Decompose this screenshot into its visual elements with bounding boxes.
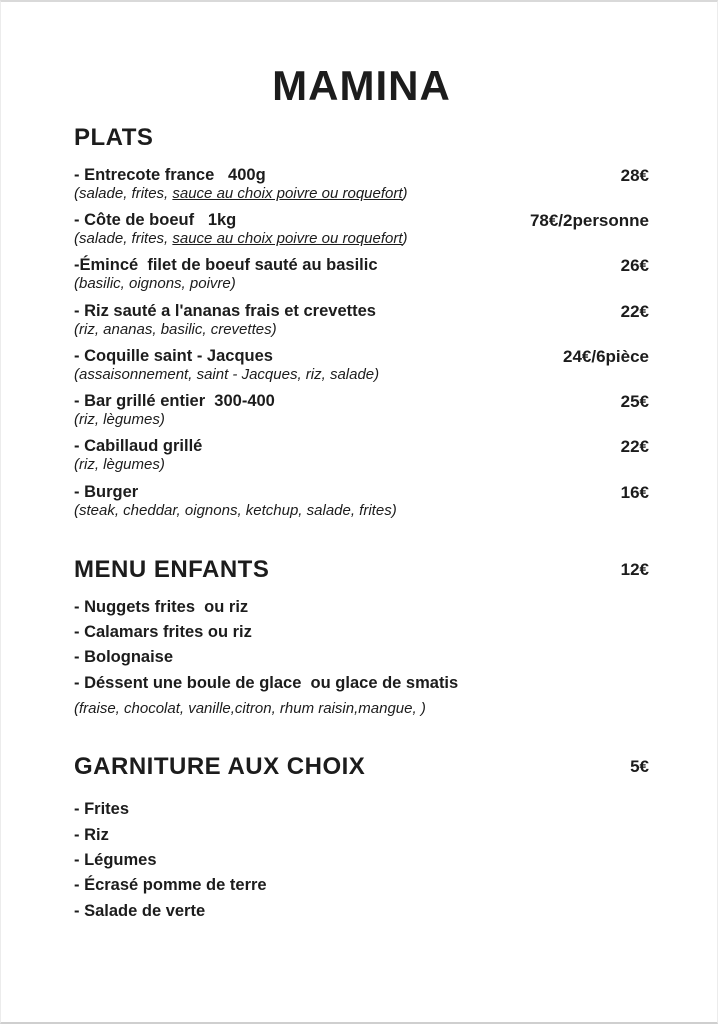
item-name: -Émincé filet de boeuf sauté au basilic [74,256,378,275]
item-name: - Entrecote france 400g [74,166,266,184]
menu-item [74,392,649,428]
menu-item [74,347,649,383]
item-description: (riz, lègumes) [74,456,165,474]
menu-item [74,483,649,519]
menu-enfants-item: - Bolognaise [74,648,174,667]
item-description: (assaisonnement, saint - Jacques, riz, salade) [74,365,380,383]
item-description: (riz, lègumes) [74,411,165,429]
garniture-item: - Riz [74,825,109,844]
section-garniture-heading: GARNITURE AUX CHOIX [74,753,366,781]
restaurant-title: MAMINA [272,62,451,109]
garniture-item: - Frites [74,800,130,819]
menu-enfants-item: - Nuggets frites ou riz [74,597,249,616]
menu-item [74,302,649,338]
item-name: - Coquille saint - Jacques [74,346,273,365]
section-menu-enfants-heading: MENU ENFANTS [74,555,270,583]
item-description: (salade, frites, sauce au choix poivre ou roquefort) [74,184,408,202]
menu-enfants-item: - Déssent une boule de glace ou glace de smatis [74,673,459,692]
menu-item [74,437,649,473]
menu-item [74,211,649,247]
garniture-item: - Salade de verte [74,901,206,920]
item-name: - Côte de boeuf 1kg [74,211,237,230]
item-price: 22€ [620,301,649,321]
garniture-item: - Écrasé pomme de terre [74,876,267,895]
section-garniture-price: 5€ [630,757,649,777]
menu-item [74,256,649,292]
item-description: (salade, frites, sauce au choix poivre ou roquefort) [74,230,408,248]
item-description: (steak, cheddar, oignons, ketchup, salade, frites) [74,501,397,519]
item-price: 24€/6pièce [562,346,649,366]
item-price: 26€ [620,256,649,276]
item-name: - Riz sauté a l'ananas frais et crevettes [74,301,376,320]
item-name: - Burger [74,482,139,501]
menu-enfants-note: (fraise, chocolat, vanille,citron, rhum raisin,mangue, ) [74,700,426,718]
garniture-item: - Légumes [74,851,157,870]
section-menu-enfants-header [74,556,649,584]
item-price: 16€ [620,482,649,502]
item-price: 78€/2personne [529,211,649,231]
section-garniture-header [74,753,649,781]
menu-content [1,2,717,921]
item-name: - Bar grillé entier 300-400 [74,392,275,411]
section-menu-enfants-price: 12€ [620,559,649,579]
item-description: (riz, ananas, basilic, crevettes) [74,320,277,338]
menu-enfants-item: - Calamars frites ou riz [74,623,252,642]
menu-item [74,166,649,202]
item-name: - Cabillaud grillé [74,437,203,456]
item-description: (basilic, oignons, poivre) [74,275,236,293]
section-plats-heading: PLATS [74,124,154,151]
section-plats-header [74,124,649,152]
item-price: 25€ [620,392,649,412]
item-price: 28€ [620,166,649,185]
item-price: 22€ [620,437,649,457]
